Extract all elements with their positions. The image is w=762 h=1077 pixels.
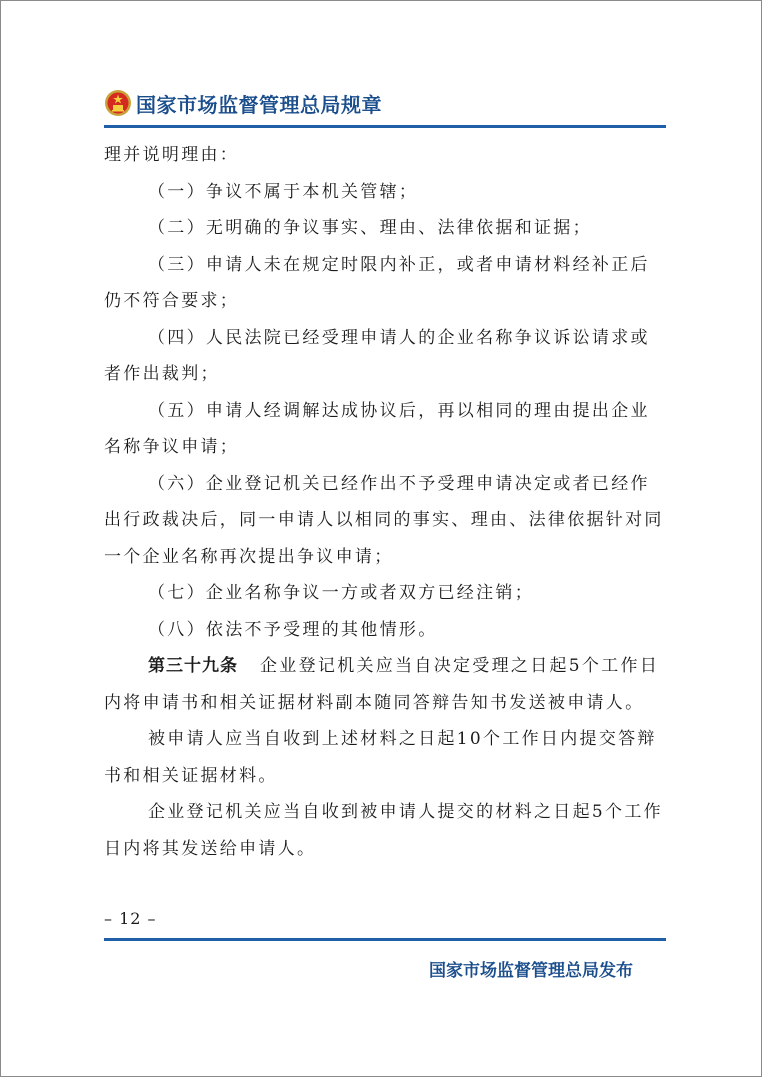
footer-divider: [104, 938, 666, 941]
page-number: – 12 –: [104, 909, 157, 928]
list-item: （二）无明确的争议事实、理由、法律依据和证据；: [148, 218, 592, 238]
list-item: （一）争议不属于本机关管辖；: [148, 181, 419, 202]
national-emblem-icon: [104, 89, 132, 117]
paragraph: 被申请人应当自收到上述材料之日起10个工作日内提交答辩书和相关证据材料。: [104, 729, 657, 786]
header-divider: [104, 125, 666, 128]
document-body: [104, 137, 666, 867]
list-item: （六）企业登记机关已经作出不予受理申请决定或者已经作出行政裁决后，同一申请人以相同的事实、理由、法律依据针对同一个企业名称再次提出争议申请；: [104, 473, 664, 567]
paragraph: 企业登记机关应当自收到被申请人提交的材料之日起5个工作日内将其发送给申请人。: [104, 802, 663, 859]
article-title: 第三十九条: [148, 656, 238, 676]
footer-publisher: 国家市场监督管理总局发布: [429, 961, 633, 981]
header-title: 国家市场监督管理总局规章: [136, 92, 382, 117]
page-header: [104, 85, 382, 121]
continuation-line: 理并说明理由：: [104, 145, 240, 165]
list-item: （八）依法不予受理的其他情形。: [148, 619, 438, 640]
list-item: （三）申请人未在规定时限内补正，或者申请材料经补正后仍不符合要求；: [104, 254, 650, 311]
list-item: （七）企业名称争议一方或者双方已经注销；: [148, 583, 534, 603]
list-item: （五）申请人经调解达成协议后，再以相同的理由提出企业名称争议申请；: [104, 400, 650, 457]
article-paragraph: [104, 648, 666, 721]
article-text: 企业登记机关应当自决定受理之日起5个工作日内将申请书和相关证据材料副本随同答辩告知书发送被申请人。: [104, 656, 660, 713]
list-item: （四）人民法院已经受理申请人的企业名称争议诉讼请求或者作出裁判；: [104, 327, 650, 384]
